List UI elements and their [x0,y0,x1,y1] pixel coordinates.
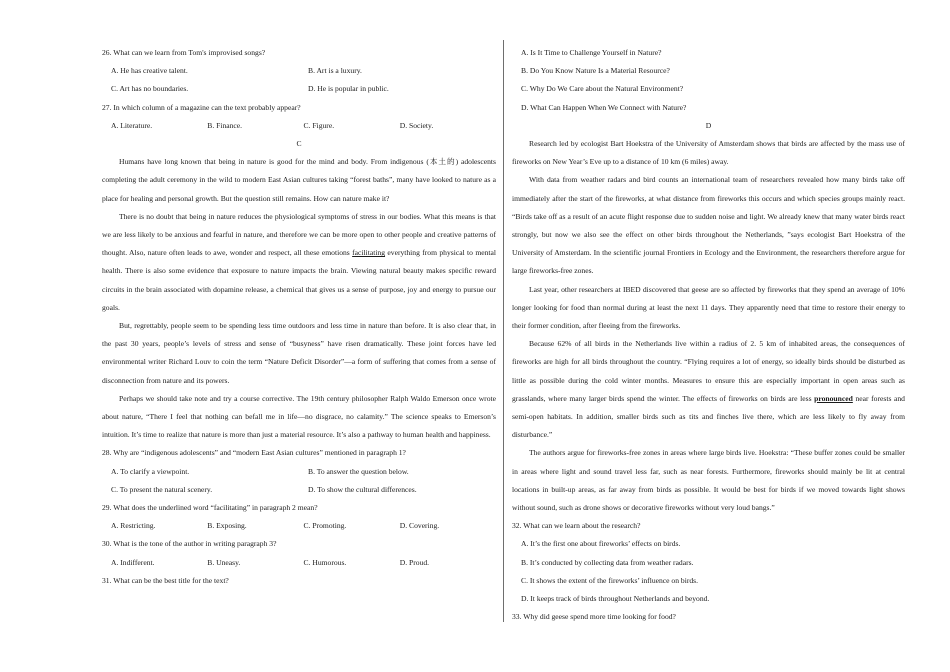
passage-d-paragraph-1: Research led by ecologist Bart Hoekstra of the University of Amsterdam shows that birds are affected by the mass use of fireworks on New Year’s Eve up to a distance of 10 km (6 miles) away. [512,139,905,167]
option-32-a[interactable]: A. It’s the first one about fireworks’ effects on birds. [521,539,681,549]
option-30-c[interactable]: C. Humorous. [303,557,347,567]
question-28-options-row-1 [102,463,496,481]
option-28-d[interactable]: D. To show the cultural differences. [308,484,417,494]
option-29-d[interactable]: D. Covering. [399,521,440,531]
option-27-c[interactable]: C. Figure. [303,120,335,130]
passage-d-paragraph-4 [512,335,905,444]
passage-c-paragraph-3: But, regrettably, people seem to be spending less time outdoors and less time in nature than before. It is also clear that, in the past 30 years, people’s levels of stress and sense of “busyness” have risen dramatically. These joint forces have led environmental writer Richard Louv to coin the term “Nature Deficit Disorder”—a form of suffering that comes from a sense of disconnection from nature and its powers. [102,321,496,385]
option-28-a[interactable]: A. To clarify a viewpoint. [111,466,190,476]
section-c-heading: C [296,139,302,149]
option-26-b[interactable]: B. Art is a luxury. [308,66,362,76]
option-31-b[interactable]: B. Do You Know Nature Is a Material Resource? [521,66,670,76]
passage-d-paragraph-3: Last year, other researchers at IBED discovered that geese are so affected by fireworks that they spend an average of 10% longer looking for food than normal during at least the next 11 days. They apparently need that time to restore their energy to their former condition, after fleeing from the fireworks. [512,284,905,331]
section-d-heading: D [705,120,712,130]
option-27-b[interactable]: B. Finance. [207,120,243,130]
option-32-c[interactable]: C. It shows the extent of the fireworks’ influence on birds. [521,575,699,585]
question-31-stem: 31. What can be the best title for the text? [102,575,229,585]
option-29-a[interactable]: A. Restricting. [111,521,156,531]
passage-c-paragraph-2 [102,208,496,317]
passage-d-paragraph-4-start: Because 62% of all birds in the Netherlands live within a radius of 2. 5 km of inhabited areas, the consequences of fireworks are high for all birds throughout the country. “Flying requires a lot of energy, so ideally birds should be disturbed as little as possible during the cold winter months. Measures to ensure this are especially important in open areas such as grasslands, where many larger birds spend the winter. The effects of fireworks on birds are less [512,339,905,403]
option-29-b[interactable]: B. Exposing. [207,521,247,531]
option-32-d[interactable]: D. It keeps track of birds throughout Netherlands and beyond. [521,594,710,604]
question-32-stem: 32. What can we learn about the research? [512,521,641,531]
left-column [102,44,496,590]
question-29-options [102,517,496,535]
question-26-stem: 26. What can we learn from Tom's improvised songs? [102,48,266,57]
question-28-stem: 28. Why are “indigenous adolescents” and “modern East Asian cultures” mentioned in paragraph 1? [102,448,406,458]
option-31-a[interactable]: A. Is It Time to Challenge Yourself in Nature? [521,48,662,57]
question-27-options [102,117,496,135]
option-27-d[interactable]: D. Society. [399,120,434,130]
question-30-stem: 30. What is the tone of the author in writing paragraph 3? [102,539,277,549]
option-30-b[interactable]: B. Uneasy. [207,557,241,567]
question-26-options-row-2 [102,80,496,98]
option-26-a[interactable]: A. He has creative talent. [111,66,188,76]
question-33-stem: 33. Why did geese spend more time looking for food? [512,612,676,622]
question-26-options-row-1 [102,62,496,80]
passage-c-paragraph-1: Humans have long known that being in nature is good for the mind and body. From indigenous (本土的) adolescents completing the adult ceremony in the wild to modern East Asian cultures taking “forest baths”, many have looked to nature as a place for healing and personal growth. But the question still remains. How can nature make it? [102,157,496,203]
question-28-options-row-2 [102,481,496,499]
passage-d-paragraph-4-end: near forests and semi-open habitats. In addition, smaller birds such as tits and finches live there, which are less likely to fly away from disturbance.” [512,393,905,440]
question-30-options [102,554,496,572]
option-31-c[interactable]: C. Why Do We Care about the Natural Environment? [521,84,684,94]
option-27-a[interactable]: A. Literature. [111,120,153,130]
passage-d-paragraph-5: The authors argue for fireworks-free zones in areas where large birds live. Hoekstra: “These buffer zones could be smaller in areas where light and sound travel less far, such as near forests. Furthermore, fireworks should mainly be lit at central locations in built-up areas, as far away from birds as possible. It would be best for birds if we moved towards light shows without sound, such as drone shows or decorative fireworks without very loud bangs.” [512,448,905,513]
column-divider [503,40,504,622]
option-30-d[interactable]: D. Proud. [399,557,430,567]
passage-c-paragraph-2-end: everything from physical to mental health. There is also some evidence that exposure to nature impacts the brain. Viewing natural beauty makes specific reward circuits in the brain associated with dopamine release, a chemical that gives us a sense of purpose, joy and energy to pursue our goals. [102,248,496,312]
option-28-c[interactable]: C. To present the natural scenery. [111,484,213,494]
option-31-d[interactable]: D. What Can Happen When We Connect with Nature? [521,102,687,112]
option-26-c[interactable]: C. Art has no boundaries. [111,84,189,94]
passage-c-paragraph-2-start: There is no doubt that being in nature reduces the physiological symptoms of stress in our bodies. What this means is that we are less likely to be anxious and fearful in nature, and therefore we can be more open to other people and creative patterns of thought. Also, nature often leads to awe, wonder and respect, all these emotions [102,211,496,258]
option-29-c[interactable]: C. Promoting. [303,521,347,531]
option-28-b[interactable]: B. To answer the question below. [308,466,409,476]
underlined-word-pronounced: pronounced [814,393,853,403]
question-29-stem: 29. What does the underlined word “facilitating” in paragraph 2 mean? [102,503,318,513]
passage-c-paragraph-4: Perhaps we should take note and try a course corrective. The 19th century philosopher Ralph Waldo Emerson once wrote about nature, “There I feel that nothing can befall me in life—no disgrace, no calamity.” The science speaks to Emerson’s intuition. It’s time to realize that nature is more than just a material resource. It’s also a pathway to human health and happiness. [102,393,496,440]
right-column [512,44,905,627]
option-26-d[interactable]: D. He is popular in public. [308,84,389,94]
option-30-a[interactable]: A. Indifferent. [111,557,155,567]
underlined-word-facilitating: facilitating [352,248,386,258]
question-27-stem: 27. In which column of a magazine can the text probably appear? [102,102,301,112]
option-32-b[interactable]: B. It’s conducted by collecting data from weather radars. [521,557,694,567]
passage-d-paragraph-2: With data from weather radars and bird counts an international team of researchers revealed how many birds take off immediately after the start of the fireworks, at what distance from fireworks this occurs and which species groups mainly react. “Birds take off as a result of an acute flight response due to sudden noise and light. We already knew that many water birds react strongly, but now we also see the effect on other birds throughout the Netherlands, ”says ecologist Bart Hoekstra of the University of Amsterdam. In the scientific journal Frontiers in Ecology and the Environment, the researchers therefore argue for large fireworks-free zones. [512,175,905,276]
